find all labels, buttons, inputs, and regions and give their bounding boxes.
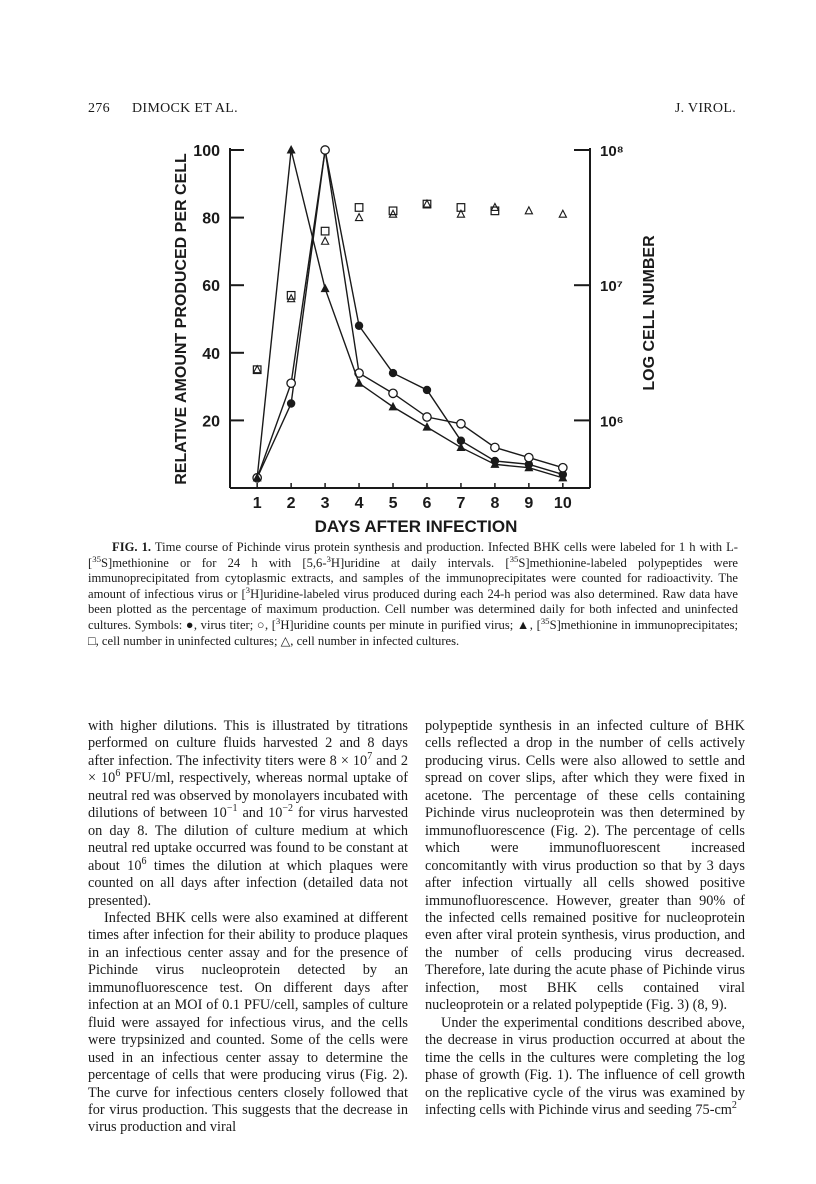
superscript: 6 — [141, 855, 147, 867]
caption-superscript: 3 — [275, 615, 281, 626]
caption-superscript: 35 — [509, 553, 519, 564]
infected-cell-point — [525, 207, 532, 214]
caption-superscript: 3 — [245, 584, 251, 595]
methionine-point — [321, 284, 330, 293]
y-right-tick-label: 10⁶ — [600, 413, 624, 431]
x-tick-label: 2 — [286, 495, 296, 512]
x-axis-label: DAYS AFTER INFECTION — [314, 517, 518, 536]
body-paragraph — [425, 1015, 745, 1120]
uridine-point — [491, 443, 499, 451]
methionine-point — [355, 378, 364, 387]
figure-1-chart — [0, 0, 816, 560]
caption-text: H]uridine-labeled virus produced during each 24-h period was also determined. Raw data have been plotted as the percentage of maximum production. Cell number was determined daily for both infected and uninfected cultures. Symbols: ●, virus titer; ○, [ — [88, 586, 739, 632]
uridine-point — [389, 389, 397, 397]
caption-label: FIG. 1. — [112, 540, 152, 554]
body-column-left — [88, 718, 408, 1137]
superscript: 2 — [731, 1100, 737, 1112]
y-tick-label: 100 — [193, 143, 220, 160]
body-text: PFU/ml, respectively, whereas normal uptake of neutral red was observed by monolayers incubated with dilutions of between 10 — [88, 770, 408, 822]
x-tick-label: 5 — [388, 495, 398, 512]
body-text: for virus harvested on day 8. The dilution of culture medium at which neutral red uptake occurred was found to be constant at about 10 — [88, 805, 408, 874]
caption-text: S]methionine or for 24 h with [5,6- — [101, 555, 327, 570]
infected-cell-point — [559, 210, 566, 217]
body-paragraph — [88, 718, 408, 910]
uridine-point — [287, 379, 295, 387]
y-tick-label: 40 — [202, 345, 220, 363]
y-right-axis-label: LOG CELL NUMBER — [641, 235, 658, 391]
y-tick-label: 20 — [202, 413, 220, 431]
body-column-right — [425, 718, 745, 1119]
caption-superscript: 3 — [326, 553, 331, 564]
methionine-point — [456, 442, 465, 451]
uridine-point — [525, 453, 533, 461]
caption-superscript: 35 — [92, 553, 102, 564]
superscript: −1 — [226, 803, 238, 815]
infected-cell-point — [423, 200, 430, 207]
body-paragraph: Infected BHK cells were also examined at different times after infection for their ability to produce plaques in an infectious center assay and for the presence of Pichinde virus nucleoprotein detected by an immunofluorescence test. On different days after infection at an MOI of 0.1 PFU/cell, samples of culture fluid were assayed for infectious virus, and the cells were trypsinized and counted. Some of the cells were used in an infectious center assay to determine the percentage of cells that were producing virus (Fig. 2). The curve for infectious centers closely followed that for virus production. This suggests that the decrease in virus production and viral — [88, 909, 408, 1136]
body-paragraph: polypeptide synthesis in an infected culture of BHK cells reflected a drop in the number of cells actively producing virus. Cells were also allowed to settle and spread on cover slips, after which they were fixed in acetone. The percentage of these cells containing Pichinde virus nucleoprotein was then determined by immunofluorescence (Fig. 2). The percentage of cells which were immunofluorescent increased concomitantly with virus production so that by 3 days after infection virtually all cells showed positive immunofluorescence. However, greater than 90% of the infected cells remained positive for nucleoprotein even after viral protein synthesis, virus production, and the number of cells producing virus decreased. Therefore, late during the acute phase of Pichinde virus infection, most BHK cells contained viral nucleoprotein or a related polypeptide (Fig. 3) (8, 9). — [425, 718, 745, 1014]
x-tick-label: 1 — [252, 495, 262, 512]
y-right-tick-label: 10⁷ — [600, 278, 623, 296]
methionine-point — [287, 145, 296, 154]
uridine-point — [423, 413, 431, 421]
infected-cell-point — [355, 214, 362, 221]
x-tick-label: 10 — [553, 495, 572, 512]
caption-text: S]methionine-labeled polypeptides were immunoprecipitated from cytoplasmic extracts, and samples of the immunoprecipitates were counted for radioactivity. The amount of infectious virus or [ — [88, 555, 738, 601]
x-tick-label: 7 — [456, 495, 466, 512]
virus-titer-point — [423, 386, 431, 394]
uridine-point — [321, 146, 329, 154]
body-text: and 2 × 10 — [88, 752, 408, 787]
page-number: 276 — [88, 101, 110, 116]
caption-text: H]uridine counts per minute in purified virus; ▲, [ — [280, 617, 541, 632]
methionine-point — [422, 422, 431, 431]
caption-text: L — [726, 540, 734, 554]
y-axis-label: RELATIVE AMOUNT PRODUCED PER CELL — [173, 153, 190, 485]
caption-text: Time course of Pichinde virus protein synthesis and production. Infected BHK cells were labeled for 1 h with — [151, 540, 727, 554]
caption-text: S]methionine in immunoprecipitates; □, cell number in uninfected cultures; △, cell number in infected cultures. — [88, 617, 738, 648]
caption-text: -[ — [88, 540, 738, 570]
x-tick-label: 3 — [320, 495, 330, 512]
methionine-point — [389, 402, 398, 411]
uninfected-cell-point — [321, 227, 329, 235]
body-text: times the dilution at which plaques were counted on all days after infection (detailed data not presented). — [88, 857, 408, 909]
virus-titer-point — [355, 322, 363, 330]
body-text: and 10 — [237, 805, 283, 822]
caption-superscript: 35 — [540, 615, 550, 626]
superscript: −2 — [282, 803, 294, 815]
body-text: with higher dilutions. This is illustrated by titrations performed on culture fluids harvested 2 and 8 days after infection. The infectivity titers were 8 × 10 — [88, 718, 408, 769]
x-tick-label: 4 — [354, 495, 364, 512]
x-tick-label: 8 — [490, 495, 500, 512]
superscript: 6 — [115, 768, 121, 780]
infected-cell-point — [288, 295, 295, 302]
journal-name: J. VIROL. — [674, 101, 736, 116]
uridine-point — [559, 464, 567, 472]
uridine-point — [457, 420, 465, 428]
virus-titer-point — [389, 369, 397, 377]
body-text: Under the experimental conditions described above, the decrease in virus production occurred at about the time the cells in the cultures were completing the log phase of growth (Fig. 1). The influence of cell growth on the replicative cycle of the virus was examined by infecting cells with Pichinde virus and seeding 75-cm — [425, 1014, 745, 1118]
y-tick-label: 80 — [202, 210, 220, 228]
uninfected-cell-point — [355, 204, 363, 212]
infected-cell-point — [321, 237, 328, 244]
infected-cell-point — [389, 210, 396, 217]
infected-cell-point — [254, 366, 261, 373]
x-tick-label: 9 — [524, 495, 534, 512]
x-tick-label: 6 — [422, 495, 432, 512]
virus-titer-point — [287, 399, 295, 407]
running-authors: DIMOCK ET AL. — [132, 101, 238, 116]
y-tick-label: 60 — [202, 278, 220, 296]
caption-text: H]uridine at daily intervals. [ — [330, 555, 510, 570]
figure-caption — [88, 540, 738, 649]
superscript: 7 — [367, 751, 373, 763]
y-right-tick-label: 10⁸ — [600, 143, 624, 160]
